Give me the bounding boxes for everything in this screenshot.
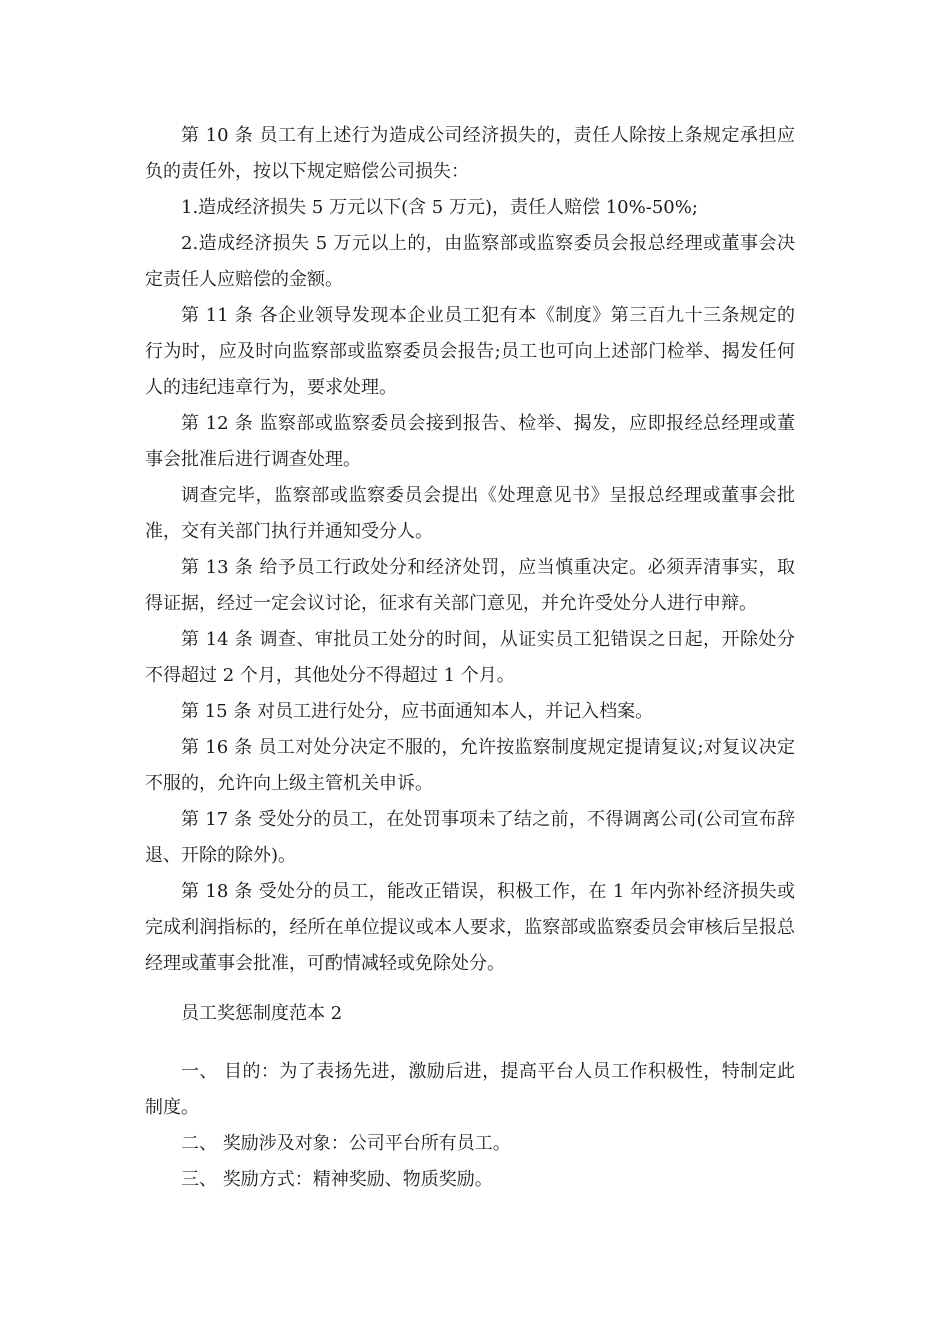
reward-scope-paragraph: 二、 奖励涉及对象：公司平台所有员工。 (181, 1133, 511, 1154)
investigation-paragraph: 调查完毕，监察部或监察委员会提出《处理意见书》呈报总经理或董事会批准，交有关部门执行并通知受分人。 (145, 485, 795, 542)
article-11-paragraph: 第 11 条 各企业领导发现本企业员工犯有本《制度》第三百九十三条规定的行为时，应及时向监察部或监察委员会报告;员工也可向上述部门检举、揭发任何人的违纪违章行为，要求处理。 (145, 305, 795, 398)
article-18-paragraph: 第 18 条 受处分的员工，能改正错误，积极工作，在 1 年内弥补经济损失或完成利润指标的，经所在单位提议或本人要求，监察部或监察委员会审核后呈报总经理或董事会批准，可酌情减轻或免除处分。 (145, 881, 795, 974)
section-title: 员工奖惩制度范本 2 (181, 1003, 343, 1024)
purpose-paragraph: 一、 目的：为了表扬先进，激励后进，提高平台人员工作积极性，特制定此制度。 (145, 1061, 795, 1118)
compensation-item-1: 1.造成经济损失 5 万元以下(含 5 万元)，责任人赔偿 10%-50%; (181, 197, 698, 218)
reward-method-paragraph: 三、 奖励方式：精神奖励、物质奖励。 (181, 1169, 493, 1190)
article-10-paragraph: 第 10 条 员工有上述行为造成公司经济损失的，责任人除按上条规定承担应负的责任外，按以下规定赔偿公司损失： (145, 125, 795, 182)
article-13-paragraph: 第 13 条 给予员工行政处分和经济处罚，应当慎重决定。必须弄清事实，取得证据，经过一定会议讨论，征求有关部门意见，并允许受处分人进行申辩。 (145, 557, 795, 614)
article-12-paragraph: 第 12 条 监察部或监察委员会接到报告、检举、揭发，应即报经总经理或董事会批准后进行调查处理。 (145, 413, 795, 470)
article-15-paragraph: 第 15 条 对员工进行处分，应书面通知本人，并记入档案。 (181, 701, 654, 722)
article-16-paragraph: 第 16 条 员工对处分决定不服的，允许按监察制度规定提请复议;对复议决定不服的，允许向上级主管机关申诉。 (145, 737, 795, 794)
compensation-item-2: 2.造成经济损失 5 万元以上的，由监察部或监察委员会报总经理或董事会决定责任人应赔偿的金额。 (145, 233, 795, 290)
article-17-paragraph: 第 17 条 受处分的员工，在处罚事项未了结之前，不得调离公司(公司宣布辞退、开除的除外)。 (145, 809, 795, 866)
document-body (145, 118, 795, 1198)
article-14-paragraph: 第 14 条 调查、审批员工处分的时间，从证实员工犯错误之日起，开除处分不得超过 2 个月，其他处分不得超过 1 个月。 (145, 629, 795, 686)
